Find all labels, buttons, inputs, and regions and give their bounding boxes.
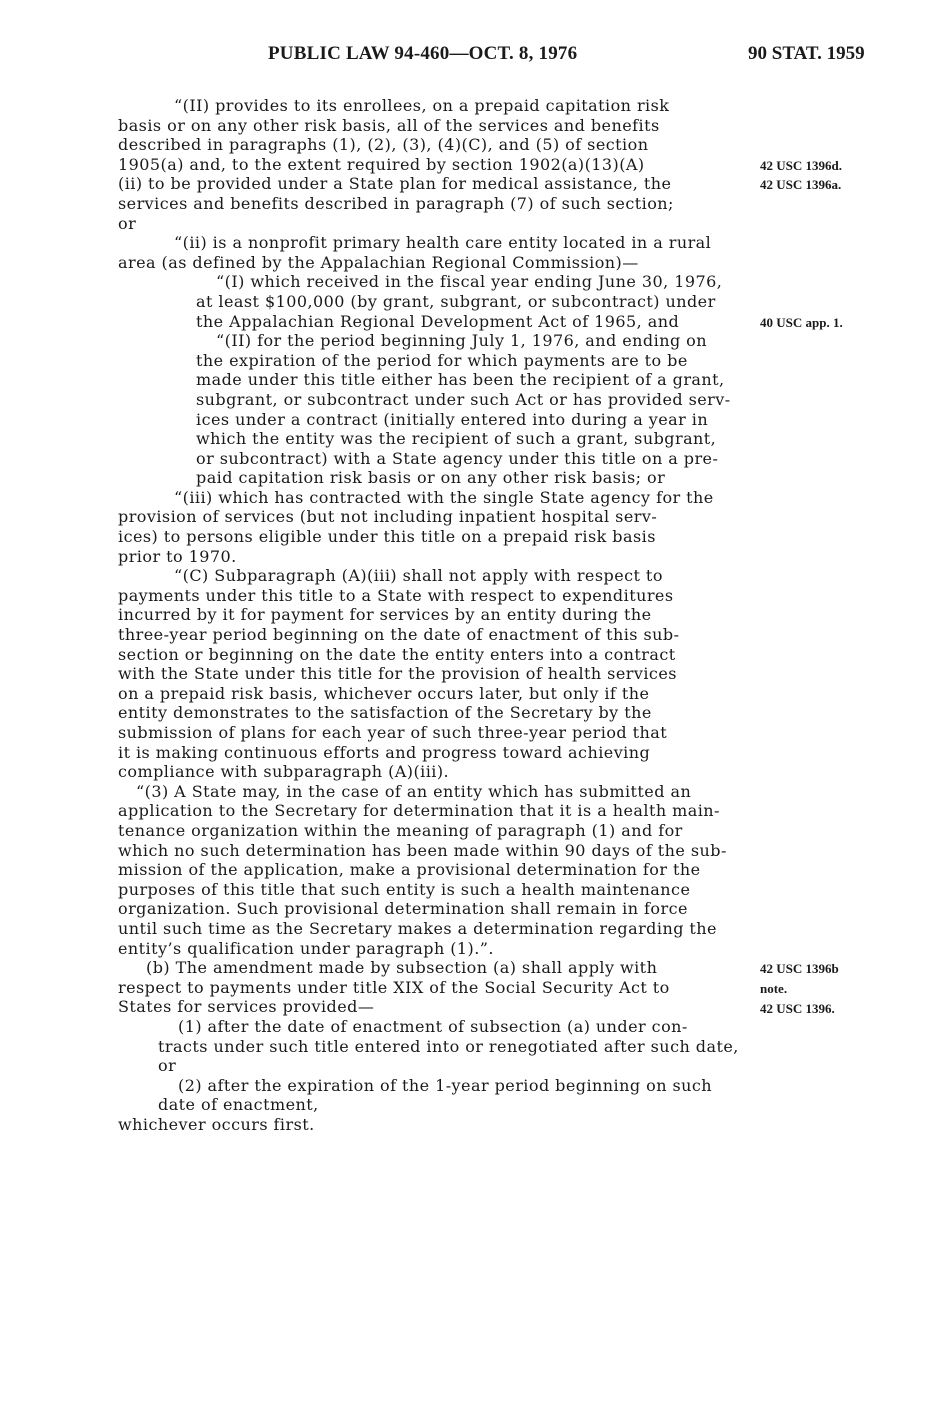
margin-citation: 42 USC 1396a. bbox=[760, 177, 842, 193]
text-line: on a prepaid risk basis, whichever occurs later, but only if the bbox=[118, 683, 650, 703]
margin-citation: 42 USC 1396b bbox=[760, 961, 839, 977]
text-line: purposes of this title that such entity is such a health maintenance bbox=[118, 879, 691, 899]
page-header-stat: 90 STAT. 1959 bbox=[748, 43, 865, 64]
text-line: entity demonstrates to the satisfaction of the Secretary by the bbox=[118, 703, 652, 723]
text-line: respect to payments under title XIX of the Social Security Act to bbox=[118, 977, 670, 997]
text-line: services and benefits described in paragraph (7) of such section; bbox=[118, 193, 674, 213]
text-line: area (as defined by the Appalachian Regional Commission)— bbox=[118, 252, 639, 272]
text-line: the Appalachian Regional Development Act of 1965, and bbox=[196, 311, 680, 331]
text-line: “(ii) is a nonprofit primary health care entity located in a rural bbox=[174, 233, 712, 253]
text-line: States for services provided— bbox=[118, 997, 375, 1017]
text-line: made under this title either has been the recipient of a grant, bbox=[196, 370, 725, 390]
text-line: which the entity was the recipient of such a grant, subgrant, bbox=[196, 429, 717, 449]
statute-body bbox=[118, 96, 740, 1134]
text-line: (2) after the expiration of the 1-year period beginning on such bbox=[178, 1075, 713, 1095]
text-line: “(3) A State may, in the case of an entity which has submitted an bbox=[136, 781, 692, 801]
text-line: date of enactment, bbox=[158, 1095, 319, 1115]
text-line: (ii) to be provided under a State plan for medical assistance, the bbox=[118, 174, 672, 194]
text-line: prior to 1970. bbox=[118, 546, 237, 566]
text-line: it is making continuous efforts and progress toward achieving bbox=[118, 742, 651, 762]
text-line: “(iii) which has contracted with the single State agency for the bbox=[174, 487, 714, 507]
text-line: which no such determination has been made within 90 days of the sub- bbox=[118, 840, 727, 860]
text-line: tracts under such title entered into or renegotiated after such date, bbox=[158, 1036, 739, 1056]
text-line: payments under this title to a State with respect to expenditures bbox=[118, 585, 674, 605]
text-line: “(C) Subparagraph (A)(iii) shall not apply with respect to bbox=[174, 566, 663, 586]
text-line: (b) The amendment made by subsection (a) shall apply with bbox=[146, 958, 658, 978]
text-line: tenance organization within the meaning of paragraph (1) and for bbox=[118, 820, 683, 840]
text-line: “(II) for the period beginning July 1, 1976, and ending on bbox=[216, 331, 708, 351]
text-line: submission of plans for each year of such three-year period that bbox=[118, 723, 668, 742]
text-line: incurred by it for payment for services by an entity during the bbox=[118, 605, 652, 625]
margin-citation: 40 USC app. 1. bbox=[760, 314, 843, 330]
text-line: compliance with subparagraph (A)(iii). bbox=[118, 762, 450, 782]
text-line: section or beginning on the date the entity enters into a contract bbox=[118, 644, 676, 664]
text-line: entity’s qualification under paragraph (1).”. bbox=[118, 938, 494, 958]
text-line: whichever occurs first. bbox=[118, 1114, 315, 1134]
text-line: until such time as the Secretary makes a determination regarding the bbox=[118, 918, 717, 938]
text-line: provision of services (but not including inpatient hospital serv- bbox=[118, 507, 658, 527]
text-line: the expiration of the period for which payments are to be bbox=[196, 350, 688, 370]
page-header-title: PUBLIC LAW 94-460—OCT. 8, 1976 bbox=[268, 43, 578, 64]
text-line: or subcontract) with a State agency under this title on a pre- bbox=[196, 448, 719, 468]
text-line: ices) to persons eligible under this title on a prepaid risk basis bbox=[118, 527, 656, 547]
margin-citation: 42 USC 1396d. bbox=[760, 157, 842, 173]
margin-citation: 42 USC 1396. bbox=[760, 1000, 835, 1016]
text-line: mission of the application, make a provisional determination for the bbox=[118, 860, 701, 880]
text-line: or bbox=[118, 213, 137, 233]
text-line: at least $100,000 (by grant, subgrant, or subcontract) under bbox=[196, 291, 716, 311]
text-line: described in paragraphs (1), (2), (3), (4)(C), and (5) of section bbox=[118, 135, 649, 155]
text-line: organization. Such provisional determination shall remain in force bbox=[118, 899, 688, 919]
text-line: with the State under this title for the provision of health services bbox=[118, 664, 677, 684]
text-line: (1) after the date of enactment of subsection (a) under con- bbox=[178, 1016, 688, 1036]
text-line: paid capitation risk basis or on any other risk basis; or bbox=[196, 468, 666, 488]
text-line: ices under a contract (initially entered into during a year in bbox=[196, 409, 709, 429]
text-line: 1905(a) and, to the extent required by section 1902(a)(13)(A) bbox=[118, 154, 645, 174]
text-line: “(I) which received in the fiscal year ending June 30, 1976, bbox=[216, 272, 723, 292]
text-line: “(II) provides to its enrollees, on a prepaid capitation risk bbox=[174, 96, 670, 115]
text-line: or bbox=[158, 1056, 177, 1076]
margin-citation: note. bbox=[760, 981, 788, 996]
text-line: three-year period beginning on the date of enactment of this sub- bbox=[118, 625, 680, 645]
text-line: basis or on any other risk basis, all of the services and benefits bbox=[118, 115, 660, 135]
text-line: subgrant, or subcontract under such Act or has provided serv- bbox=[196, 389, 731, 409]
text-line: application to the Secretary for determination that it is a health main- bbox=[118, 801, 720, 821]
